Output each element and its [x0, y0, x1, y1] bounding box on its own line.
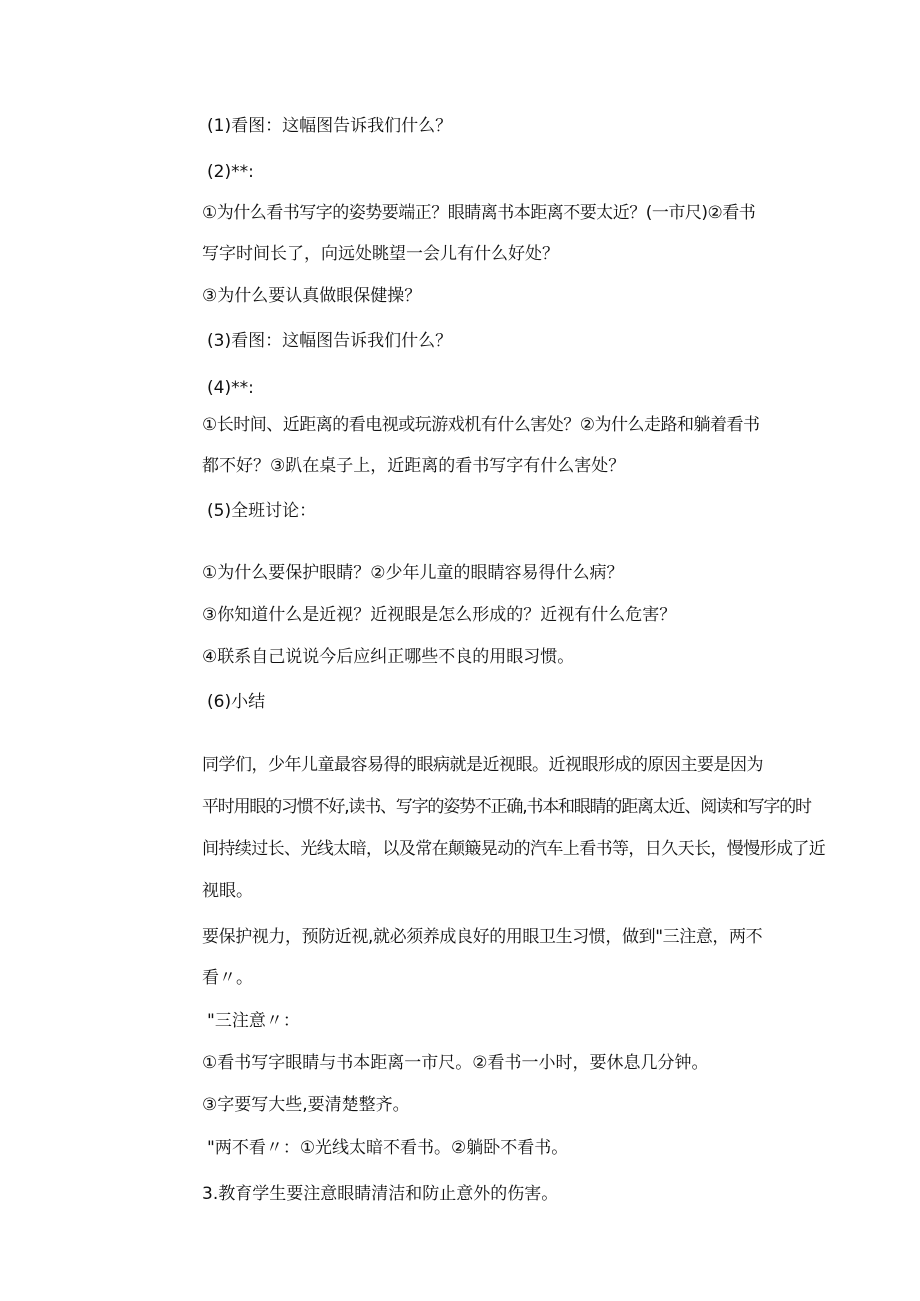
text-line-4: 写字时间长了，向远处眺望一会儿有什么好处？: [202, 244, 559, 264]
text-line-3: ①为什么看书写字的姿势要端正？眼睛离书本距离不要太近？(一市尺)②看书: [202, 203, 756, 223]
text-line-24: "两不看〃：①光线太暗不看书。②躺卧不看书。: [207, 1138, 569, 1158]
text-line-22: ①看书写字眼睛与书本距离一市尺。②看书一小时，要休息几分钟。: [202, 1053, 709, 1073]
text-line-18: 视眼。: [202, 881, 253, 901]
text-line-6: (3)看图：这幅图告诉我们什么？: [207, 331, 453, 351]
text-line-5: ③为什么要认真做眼保健操？: [202, 286, 422, 306]
text-line-25: 3.教育学生要注意眼睛清洁和防止意外的伤害。: [202, 1184, 559, 1204]
text-line-13: ④联系自己说说今后应纠正哪些不良的用眼习惯。: [202, 647, 575, 667]
text-line-20: 看〃。: [202, 968, 253, 988]
text-line-10: (5)全班讨论：: [207, 501, 317, 521]
text-line-23: ③字要写大些,要清楚整齐。: [202, 1095, 410, 1115]
text-line-7: (4)**:: [207, 378, 254, 398]
text-line-12: ③你知道什么是近视？近视眼是怎么形成的？近视有什么危害？: [202, 605, 677, 625]
text-line-2: (2)**:: [207, 162, 254, 182]
text-line-19: 要保护视力，预防近视,就必须养成良好的用眼卫生习惯，做到"三注意，两不: [202, 927, 763, 947]
text-line-15: 同学们，少年儿童最容易得的眼病就是近视眼。近视眼形成的原因主要是因为: [202, 755, 763, 775]
text-line-14: (6)小结: [207, 692, 266, 712]
text-line-1: (1)看图：这幅图告诉我们什么？: [207, 116, 453, 136]
text-line-11: ①为什么要保护眼睛？②少年儿童的眼睛容易得什么病？: [202, 563, 624, 583]
text-line-17: 间持续过长、光线太暗，以及常在颠簸晃动的汽车上看书等，日久天长，慢慢形成了近: [202, 839, 826, 859]
text-line-9: 都不好？③趴在桌子上，近距离的看书写字有什么害处？: [202, 456, 626, 476]
text-line-8: ①长时间、近距离的看电视或玩游戏机有什么害处？②为什么走路和躺着看书: [202, 415, 760, 435]
text-line-21: "三注意〃：: [207, 1011, 300, 1031]
text-line-16: 平时用眼的习惯不好,读书、写字的姿势不正确,书本和眼睛的距离太近、阅读和写字的时: [202, 797, 811, 817]
